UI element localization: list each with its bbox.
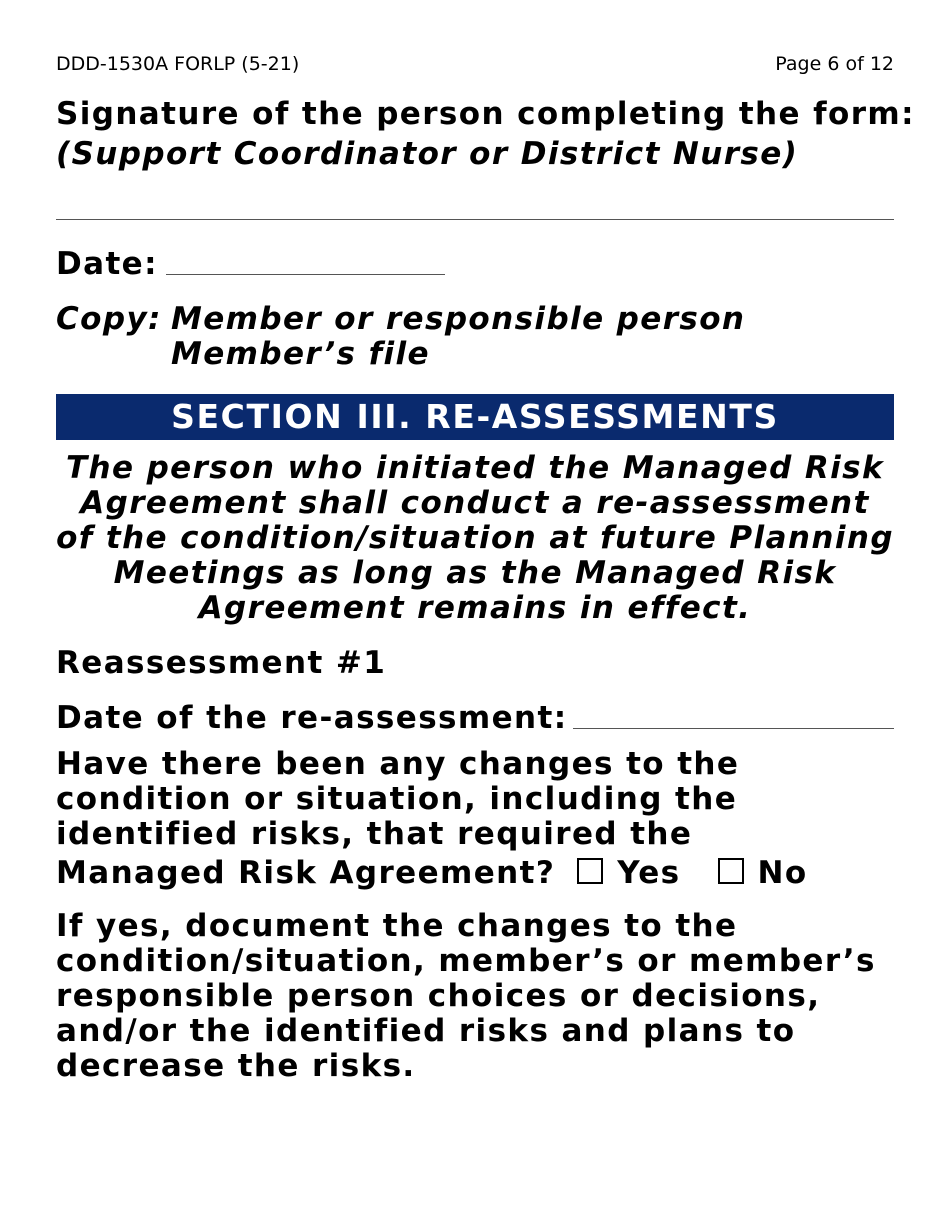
section-intro	[56, 451, 894, 626]
question-line: identified risks, that required the	[56, 816, 693, 852]
intro-line: Agreement shall conduct a re-assessment	[80, 485, 870, 521]
ifyes-line: decrease the risks.	[56, 1048, 416, 1084]
copy-label: Copy:	[56, 301, 162, 337]
if-yes-instructions	[56, 909, 894, 1084]
question-line: Managed Risk Agreement?	[56, 855, 556, 891]
date-field[interactable]	[166, 274, 445, 275]
question-line: condition or situation, including the	[56, 781, 738, 817]
ifyes-line: condition/situation, member’s or member’s	[56, 943, 876, 979]
yes-label: Yes	[617, 855, 681, 891]
question-line: Have there been any changes to the	[56, 746, 740, 782]
intro-line: of the condition/situation at future Planning	[56, 520, 894, 556]
yes-checkbox[interactable]	[577, 858, 603, 884]
copy-line-2: Member’s file	[171, 336, 430, 372]
form-id: DDD-1530A FORLP (5-21)	[56, 53, 300, 75]
copy-block	[56, 302, 894, 372]
no-checkbox[interactable]	[718, 858, 744, 884]
ifyes-line: responsible person choices or decisions,	[56, 978, 821, 1014]
question-answer-row	[56, 856, 894, 891]
page-header	[56, 52, 894, 76]
ifyes-line: and/or the identified risks and plans to	[56, 1013, 796, 1049]
copy-line-1: Member or responsible person	[171, 301, 746, 337]
reassessment-date-field[interactable]	[573, 728, 894, 729]
no-label: No	[757, 855, 808, 891]
intro-line: The person who initiated the Managed Risk	[65, 450, 885, 486]
signature-subtitle: (Support Coordinator or District Nurse)	[56, 136, 799, 172]
reassessment-date-label: Date of the re-assessment:	[56, 700, 568, 736]
signature-title: Signature of the person completing the form:	[56, 96, 915, 132]
ifyes-line: If yes, document the changes to the	[56, 908, 738, 944]
date-label: Date:	[56, 246, 158, 282]
page-number: Page 6 of 12	[775, 53, 894, 75]
intro-line: Agreement remains in effect.	[198, 590, 752, 626]
intro-line: Meetings as long as the Managed Risk	[113, 555, 837, 591]
signature-line[interactable]	[56, 219, 894, 220]
section-title: SECTION III. RE-ASSESSMENTS	[56, 394, 894, 440]
reassessment-heading: Reassessment #1	[56, 645, 387, 681]
changes-question	[56, 747, 894, 891]
